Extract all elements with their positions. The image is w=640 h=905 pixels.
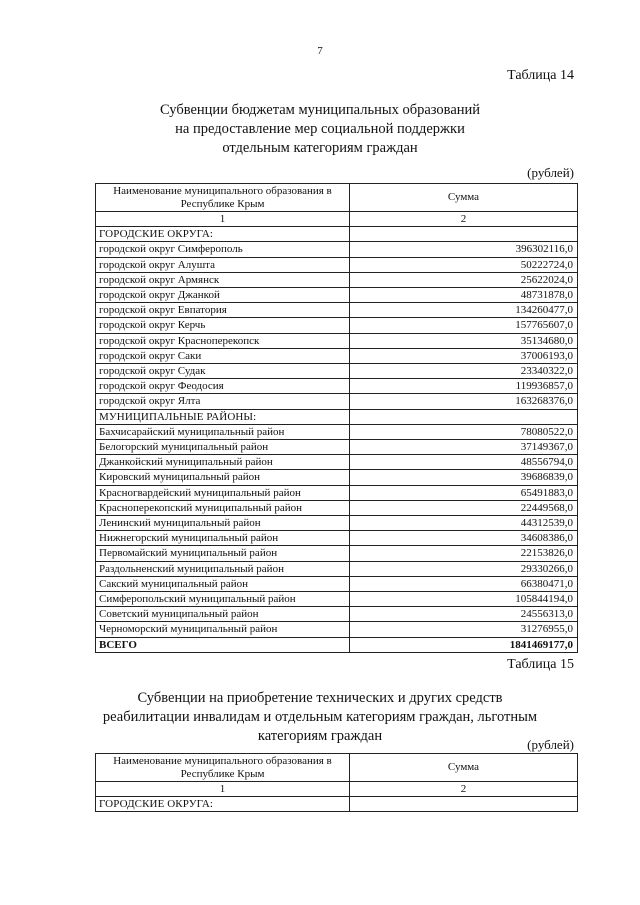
amount-value (350, 409, 578, 424)
table-row (96, 440, 578, 455)
amount-value: 37149367,0 (350, 440, 578, 455)
table-row (96, 333, 578, 348)
page-number: 7 (317, 45, 323, 57)
amount-value: 396302116,0 (350, 242, 578, 257)
table-row (96, 364, 578, 379)
municipality-name: городской округ Ялта (96, 394, 350, 409)
table-14-title (0, 101, 640, 158)
amount-value: 25622024,0 (350, 272, 578, 287)
table-15-title-line: Субвенции на приобретение технических и других средств (137, 690, 503, 706)
header-name-column: Наименование муниципального образования в Республике Крым (96, 184, 350, 212)
municipality-name: МУНИЦИПАЛЬНЫЕ РАЙОНЫ: (96, 409, 350, 424)
municipality-name: Первомайский муниципальный район (96, 546, 350, 561)
amount-value: 157765607,0 (350, 318, 578, 333)
column-number-row (96, 782, 578, 797)
amount-value: 163268376,0 (350, 394, 578, 409)
municipality-name: городской округ Красноперекопск (96, 333, 350, 348)
table-row (96, 607, 578, 622)
table-row (96, 546, 578, 561)
header-name-column: Наименование муниципального образования в Республике Крым (96, 754, 350, 782)
column-number-1: 1 (96, 782, 350, 797)
municipality-name: Сакский муниципальный район (96, 576, 350, 591)
amount-value: 22449568,0 (350, 500, 578, 515)
amount-value: 66380471,0 (350, 576, 578, 591)
amount-value: 119936857,0 (350, 379, 578, 394)
municipality-name: городской округ Джанкой (96, 288, 350, 303)
table-row (96, 318, 578, 333)
municipality-name: городской округ Алушта (96, 257, 350, 272)
amount-value: 50222724,0 (350, 257, 578, 272)
municipality-name: ГОРОДСКИЕ ОКРУГА: (96, 797, 350, 812)
table-row (96, 592, 578, 607)
amount-value: 34608386,0 (350, 531, 578, 546)
municipality-name: Ленинский муниципальный район (96, 516, 350, 531)
municipality-name: городской округ Симферополь (96, 242, 350, 257)
table-header-row (96, 754, 578, 782)
table-15-title-line: категориям граждан (257, 728, 383, 744)
amount-value: 48731878,0 (350, 288, 578, 303)
section-row (96, 227, 578, 242)
amount-value: 37006193,0 (350, 348, 578, 363)
section-row (96, 409, 578, 424)
header-amount-column: Сумма (350, 754, 578, 782)
amount-value: 134260477,0 (350, 303, 578, 318)
table-14-title-line: Субвенции бюджетам муниципальных образований (159, 102, 481, 118)
amount-value: 48556794,0 (350, 455, 578, 470)
table-row (96, 424, 578, 439)
table-row (96, 500, 578, 515)
table-row (96, 576, 578, 591)
table-row (96, 531, 578, 546)
table-row (96, 561, 578, 576)
amount-value: 44312539,0 (350, 516, 578, 531)
table-14 (95, 183, 578, 653)
municipality-name: Джанкойский муниципальный район (96, 455, 350, 470)
section-row (96, 797, 578, 812)
amount-value (350, 797, 578, 812)
table-row (96, 622, 578, 637)
table-14-title-line: отдельным категориям граждан (222, 140, 418, 156)
table-15-label: Таблица 15 (507, 657, 574, 672)
municipality-name: городской округ Евпатория (96, 303, 350, 318)
municipality-name: Белогорский муниципальный район (96, 440, 350, 455)
table-14-title-line: на предоставление мер социальной поддержки (175, 121, 465, 137)
amount-value: 78080522,0 (350, 424, 578, 439)
municipality-name: ГОРОДСКИЕ ОКРУГА: (96, 227, 350, 242)
municipality-name: городской округ Судак (96, 364, 350, 379)
table-row (96, 303, 578, 318)
amount-value: 29330266,0 (350, 561, 578, 576)
table-15-body (96, 754, 578, 812)
amount-value: 23340322,0 (350, 364, 578, 379)
table-14-label: Таблица 14 (507, 68, 574, 83)
table-row (96, 379, 578, 394)
municipality-name: Бахчисарайский муниципальный район (96, 424, 350, 439)
table-header-row (96, 184, 578, 212)
amount-value: 65491883,0 (350, 485, 578, 500)
table-row (96, 272, 578, 287)
amount-value: 22153826,0 (350, 546, 578, 561)
amount-value: 1841469177,0 (350, 637, 578, 652)
amount-value: 31276955,0 (350, 622, 578, 637)
table-15 (95, 753, 578, 812)
municipality-name: ВСЕГО (96, 637, 350, 652)
table-15-title-line: реабилитации инвалидам и отдельным категориям граждан, льготным (102, 709, 538, 725)
municipality-name: Черноморский муниципальный район (96, 622, 350, 637)
table-row (96, 394, 578, 409)
column-number-1: 1 (96, 212, 350, 227)
table-row (96, 288, 578, 303)
municipality-name: городской округ Керчь (96, 318, 350, 333)
column-number-row (96, 212, 578, 227)
table-row (96, 470, 578, 485)
amount-value: 39686839,0 (350, 470, 578, 485)
municipality-name: Советский муниципальный район (96, 607, 350, 622)
table-14-unit: (рублей) (527, 165, 574, 180)
municipality-name: городской округ Армянск (96, 272, 350, 287)
table-row (96, 455, 578, 470)
municipality-name: Симферопольский муниципальный район (96, 592, 350, 607)
total-row (96, 637, 578, 652)
municipality-name: Красногвардейский муниципальный район (96, 485, 350, 500)
column-number-2: 2 (350, 212, 578, 227)
table-row (96, 242, 578, 257)
amount-value: 24556313,0 (350, 607, 578, 622)
municipality-name: Раздольненский муниципальный район (96, 561, 350, 576)
table-14-body (96, 184, 578, 653)
table-row (96, 348, 578, 363)
amount-value: 35134680,0 (350, 333, 578, 348)
municipality-name: городской округ Саки (96, 348, 350, 363)
amount-value (350, 227, 578, 242)
column-number-2: 2 (350, 782, 578, 797)
table-row (96, 485, 578, 500)
table-row (96, 516, 578, 531)
municipality-name: городской округ Феодосия (96, 379, 350, 394)
table-15-unit: (рублей) (527, 737, 574, 752)
table-row (96, 257, 578, 272)
municipality-name: Нижнегорский муниципальный район (96, 531, 350, 546)
amount-value: 105844194,0 (350, 592, 578, 607)
municipality-name: Красноперекопский муниципальный район (96, 500, 350, 515)
municipality-name: Кировский муниципальный район (96, 470, 350, 485)
header-amount-column: Сумма (350, 184, 578, 212)
